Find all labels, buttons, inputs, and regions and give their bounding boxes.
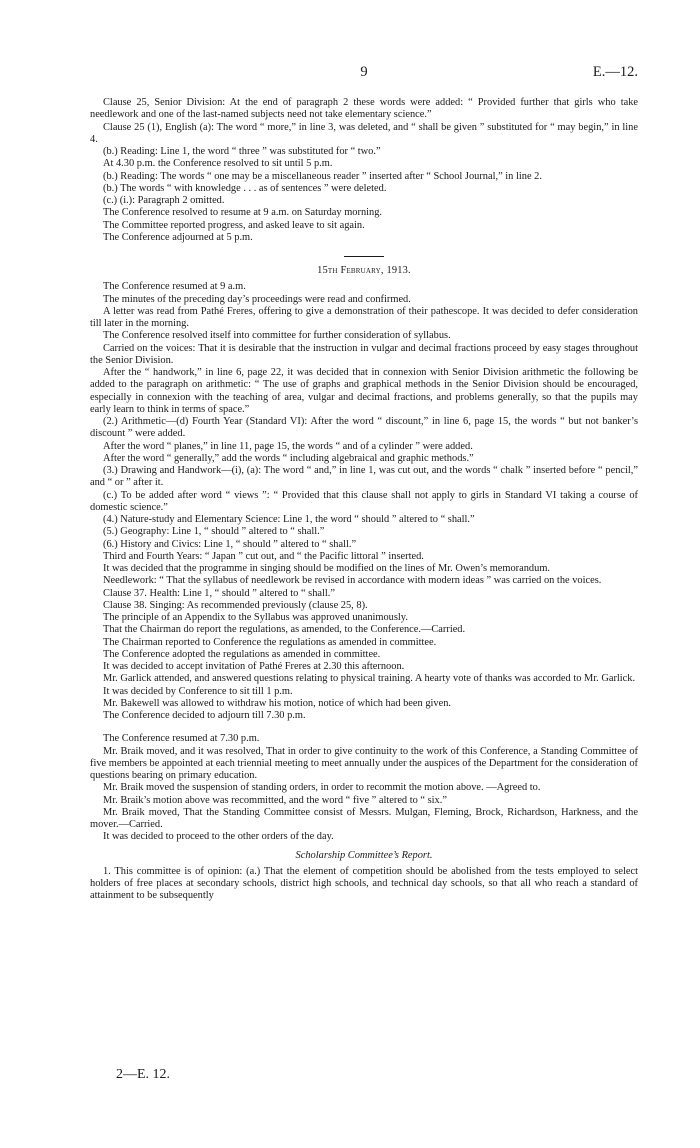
paragraph: The Conference resumed at 9 a.m. <box>103 281 246 293</box>
paragraph: The Conference adopted the regulations as amended in committee. <box>103 648 381 660</box>
paragraph: (b.) Reading: The words “ one may be a miscellaneous reader ” inserted after “ School Journal,” in line 2. <box>103 170 542 182</box>
paragraph: The Conference resumed at 7.30 p.m. <box>103 733 260 745</box>
paragraph: Mr. Braik moved, and it was resolved, That in order to give continuity to the work of this Conference, a Standing Committee of five members be appointed at each triennial meeting to meet annually under the auspices of the Department for the consideration of questions bearing on primary education. <box>90 745 638 781</box>
paragraph: A letter was read from Pathé Freres, offering to give a demonstration of their pathescope. It was decided to defer consideration till later in the morning. <box>90 305 638 329</box>
paragraph: Mr. Braik’s motion above was recommitted, and the word “ five ” altered to “ six.” <box>103 794 447 806</box>
paragraph: The Committee reported progress, and asked leave to sit again. <box>103 219 365 231</box>
paragraph: (4.) Nature-study and Elementary Science: Line 1, the word “ should ” altered to “ shall.” <box>103 514 475 525</box>
date-heading: 15th February, 1913. <box>317 265 411 276</box>
section-heading: Scholarship Committee’s Report. <box>295 849 433 861</box>
paragraph: Clause 25 (1), English (a): The word “ more,” in line 3, was deleted, and “ shall be given ” substituted for “ may begin,” in line 4. <box>90 121 638 145</box>
paragraph: That the Chairman do report the regulations, as amended, to the Conference.—Carried. <box>103 624 466 636</box>
paragraph: Mr. Garlick attended, and answered questions relating to physical training. A hearty vote of thanks was accorded to Mr. Garlick. <box>103 673 636 685</box>
paragraph: Mr. Braik moved the suspension of standing orders, in order to recommit the motion above. —Agreed to. <box>103 782 541 794</box>
paragraph: At 4.30 p.m. the Conference resolved to sit until 5 p.m. <box>103 158 333 170</box>
signature-mark: 2—E. 12. <box>116 1067 171 1082</box>
paragraph: It was decided to accept invitation of Pathé Freres at 2.30 this afternoon. <box>103 661 405 672</box>
paragraph: 1. This committee is of opinion: (a.) That the element of competition should be abolished from the tests employed to select holders of free places at secondary schools, district high schools, and technical day schools, so that all who reach a standard of attainment to be subsequently <box>90 865 638 902</box>
page-header <box>90 64 638 84</box>
paragraph: (c.) To be added after word “ views ”: “ Provided that this clause shall not apply to girls in Standard VI taking a course of domestic science.” <box>90 489 638 513</box>
paragraph: It was decided that the programme in singing should be modified on the lines of Mr. Owen’s memorandum. <box>103 563 550 574</box>
paragraph: (3.) Drawing and Handwork—(i), (a): The word “ and,” in line 1, was cut out, and the words “ chalk ” inserted before “ pencil,” and “ or ” after it. <box>90 465 638 489</box>
minutes-evening-section <box>90 733 638 843</box>
paragraph: Needlework: “ That the syllabus of needlework be revised in accordance with modern ideas ” was carried on the voices. <box>103 575 602 587</box>
paragraph: It was decided to proceed to the other orders of the day. <box>103 831 334 843</box>
paragraph: Carried on the voices: That it is desirable that the instruction in vulgar and decimal fractions proceed by easy stages throughout the Senior Division. <box>90 342 638 366</box>
paragraph: (2.) Arithmetic—(d) Fourth Year (Standard VI): After the word “ discount,” in line 6, page 15, the words “ but not banker’s discount ” were added. <box>90 416 638 440</box>
paragraph: (c.) (i.): Paragraph 2 omitted. <box>103 195 225 206</box>
paragraph: Mr. Bakewell was allowed to withdraw his motion, notice of which had been given. <box>103 697 452 709</box>
minutes-14th-section <box>90 97 638 244</box>
paragraph: The Conference decided to adjourn till 7.30 p.m. <box>103 710 306 721</box>
paragraph: The Conference resolved itself into committee for further consideration of syllabus. <box>103 330 451 342</box>
document-body <box>90 97 638 903</box>
paragraph: The principle of an Appendix to the Syllabus was approved unanimously. <box>103 612 408 623</box>
paragraph: Mr. Braik moved, That the Standing Committee consist of Messrs. Mulgan, Fleming, Brock, Richardson, Harkness, and the mover.—Carried. <box>90 806 638 830</box>
paragraph: Third and Fourth Years: “ Japan ” cut out, and “ the Pacific littoral ” inserted. <box>103 550 424 562</box>
page-number: 9 <box>360 64 368 80</box>
paragraph: Clause 38. Singing: As recommended previously (clause 25, 8). <box>103 599 368 611</box>
paragraph: (b.) Reading: Line 1, the word “ three ” was substituted for “ two.” <box>103 146 381 157</box>
paragraph-gap <box>90 722 638 733</box>
paragraph: Clause 25, Senior Division: At the end of paragraph 2 these words were added: “ Provided further that girls who take needlework and one of the last-named subjects need not take elementary science.” <box>90 97 638 121</box>
paragraph: The Conference adjourned at 5 p.m. <box>103 231 253 243</box>
paragraph: The Chairman reported to Conference the regulations as amended in committee. <box>103 636 437 648</box>
paragraph: (b.) The words “ with knowledge . . . as of sentences ” were deleted. <box>103 182 387 194</box>
paragraph: (5.) Geography: Line 1, “ should ” altered to “ shall.” <box>103 526 325 538</box>
paragraph: After the word “ planes,” in line 11, page 15, the words “ and of a cylinder ” were added. <box>103 440 473 452</box>
document-reference: E.—12. <box>592 64 638 80</box>
paragraph: After the “ handwork,” in line 6, page 22, it was decided that in connexion with Senior Division arithmetic the following be added to the paragraph on arithmetic: “ The use of graphs and graphical methods in the Senior Division should be encouraged, especially in connexion with the teaching of area, vulgar and decimal fractions, and problems generally, so that the pupils may early learn to think in terms of space.” <box>90 367 638 415</box>
paragraph: It was decided by Conference to sit till 1 p.m. <box>103 685 293 697</box>
minutes-15th-morning-section <box>90 281 638 722</box>
paragraph: (6.) History and Civics: Line 1, “ should ” altered to “ shall.” <box>103 538 357 550</box>
paragraph: The minutes of the preceding day’s proceedings were read and confirmed. <box>103 293 411 305</box>
section-divider <box>344 256 384 257</box>
scholarship-report-section <box>90 866 638 903</box>
paragraph: The Conference resolved to resume at 9 a.m. on Saturday morning. <box>103 207 383 219</box>
paragraph: After the word “ generally,” add the words “ including algebraical and graphic methods.” <box>103 452 474 464</box>
paragraph: Clause 37. Health: Line 1, “ should ” altered to “ shall.” <box>103 587 335 599</box>
